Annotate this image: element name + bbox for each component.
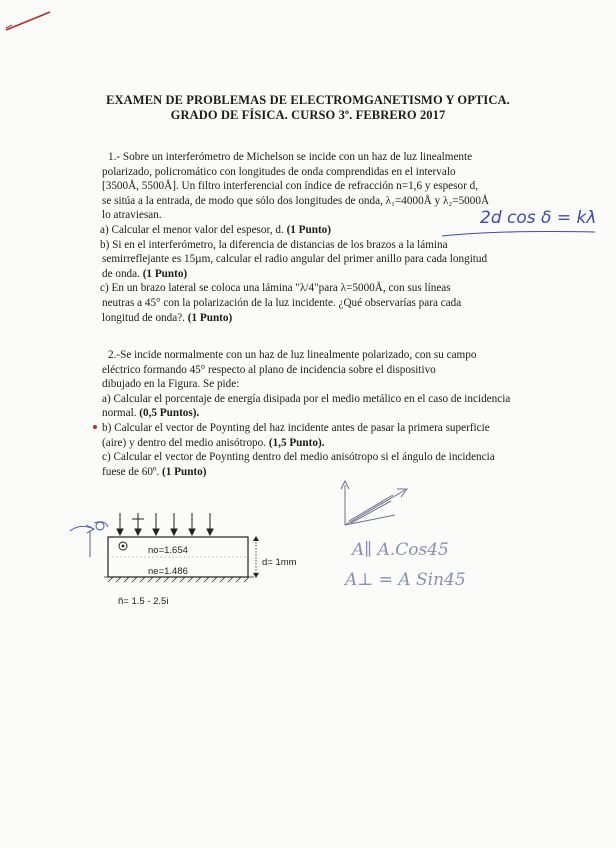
problem-1-part-c-line: neutras a 45° con la polarización de la luz incidente. ¿Qué observarías para cada (102, 296, 462, 309)
problem-2-intro-line: dibujado en la Figura. Se pide: (102, 378, 240, 391)
problem-1-part-a-text: a) Calcular el menor valor del espesor, d. (100, 223, 284, 236)
problem-2-part-b-line: b) Calcular el vector de Poynting del haz incidente antes de pasar la primera superficie (102, 421, 490, 434)
problem-2-part-b-points: (1,5 Punto). (268, 436, 325, 449)
pen-dot-mark (93, 425, 97, 429)
problem-1-part-b-line: semirreflejante es 15µm, calcular el radio angular del primer anillo para cada longitud (102, 253, 488, 266)
problem-2-part-c-points: (1 Punto) (162, 465, 207, 478)
problem-1-part-c-last (102, 311, 532, 326)
problem-1-part-c-points: (1 Punto) (187, 311, 233, 324)
no-label: no=1.654 (148, 545, 188, 556)
problem-1-part-b-points: (1 Punto) (142, 267, 188, 280)
problem-2-part-c-line: fuese de 60º. (102, 465, 160, 478)
metal-substrate (104, 577, 254, 582)
handwritten-note-perpendicular: A⊥ = A Sin45 (345, 570, 466, 590)
problem-1-part-b-last (102, 267, 532, 282)
red-pen-mark (2, 8, 62, 38)
problem-2-part-a-last (102, 406, 532, 421)
problem-2-intro-line: eléctrico formando 45° respecto al plano de incidencia sobre el dispositivo (102, 363, 436, 376)
handwritten-axes (70, 522, 108, 557)
handwritten-underline (440, 228, 600, 240)
problem-2-part-c-line: c) Calcular el vector de Poynting dentro del medio anisótropo si el ángulo de incidencia (102, 451, 495, 464)
problem-2-part-a-line: normal. (102, 407, 137, 420)
problem-1-intro-line: 1.- Sobre un interferómetro de Michelson se incide con un haz de luz linealmente (108, 151, 473, 163)
problem-1-intro-line: [3500Å, 5500Å]. Un filtro interferencial con índice de refracción n=1,6 y espesor d, (102, 180, 478, 193)
problem-1-part-c-line: longitud de onda?. (102, 311, 185, 324)
problem-1-part-b-line: de onda. (102, 267, 140, 280)
problem-2 (102, 348, 532, 479)
ne-label: ne=1.486 (148, 566, 188, 577)
problem-1-intro-line: se sitúa a la entrada, de modo que sólo dos longitudes de onda, λ₁=4000Å y λ₂=5000Å (102, 194, 490, 207)
handwritten-formula: 2d cos δ = kλ (480, 208, 597, 228)
problem-1-intro-line: polarizado, policromático con longitudes de onda comprendidas en el intervalo (102, 165, 456, 178)
exam-title-line-1: EXAMEN DE PROBLEMAS DE ELECTROMGANETISMO Y OPTICA. (106, 93, 510, 107)
problem-1-part-b-line: b) Si en el interferómetro, la diferencia de distancias de los brazos a la lámina (100, 238, 448, 251)
handwritten-note-parallel: A∥ A.Cos45 (352, 540, 449, 560)
thickness-label: d= 1mm (262, 557, 297, 568)
handwritten-vector-sketch (335, 475, 425, 535)
problem-1-part-c-line: c) En un brazo lateral se coloca una lámina "λ/4"para λ=5000Å, con sus líneas (100, 282, 451, 295)
problem-1-part-a-points: (1 Punto) (286, 223, 332, 236)
problem-2-part-a-line: a) Calcular el porcentaje de energía disipada por el medio metálico en el caso de incidencia (102, 392, 511, 405)
metal-index-label: ñ= 1.5 - 2.5i (118, 596, 169, 607)
problem-2-part-b-last (102, 436, 532, 451)
problem-2-intro-line: 2.-Se incide normalmente con un haz de luz linealmente polarizado, con su campo (108, 349, 477, 361)
problem-2-part-a-points: (0,5 Puntos). (139, 407, 200, 420)
incident-arrows (117, 513, 213, 535)
exam-title-line-2: GRADO DE FÍSICA. CURSO 3º. FEBRERO 2017 (170, 108, 446, 122)
problem-2-part-b-line: (aire) y dentro del medio anisótropo. (102, 436, 267, 449)
problem-2-part-c-last (102, 465, 532, 480)
problem-1-intro-line: lo atraviesan. (102, 209, 162, 222)
